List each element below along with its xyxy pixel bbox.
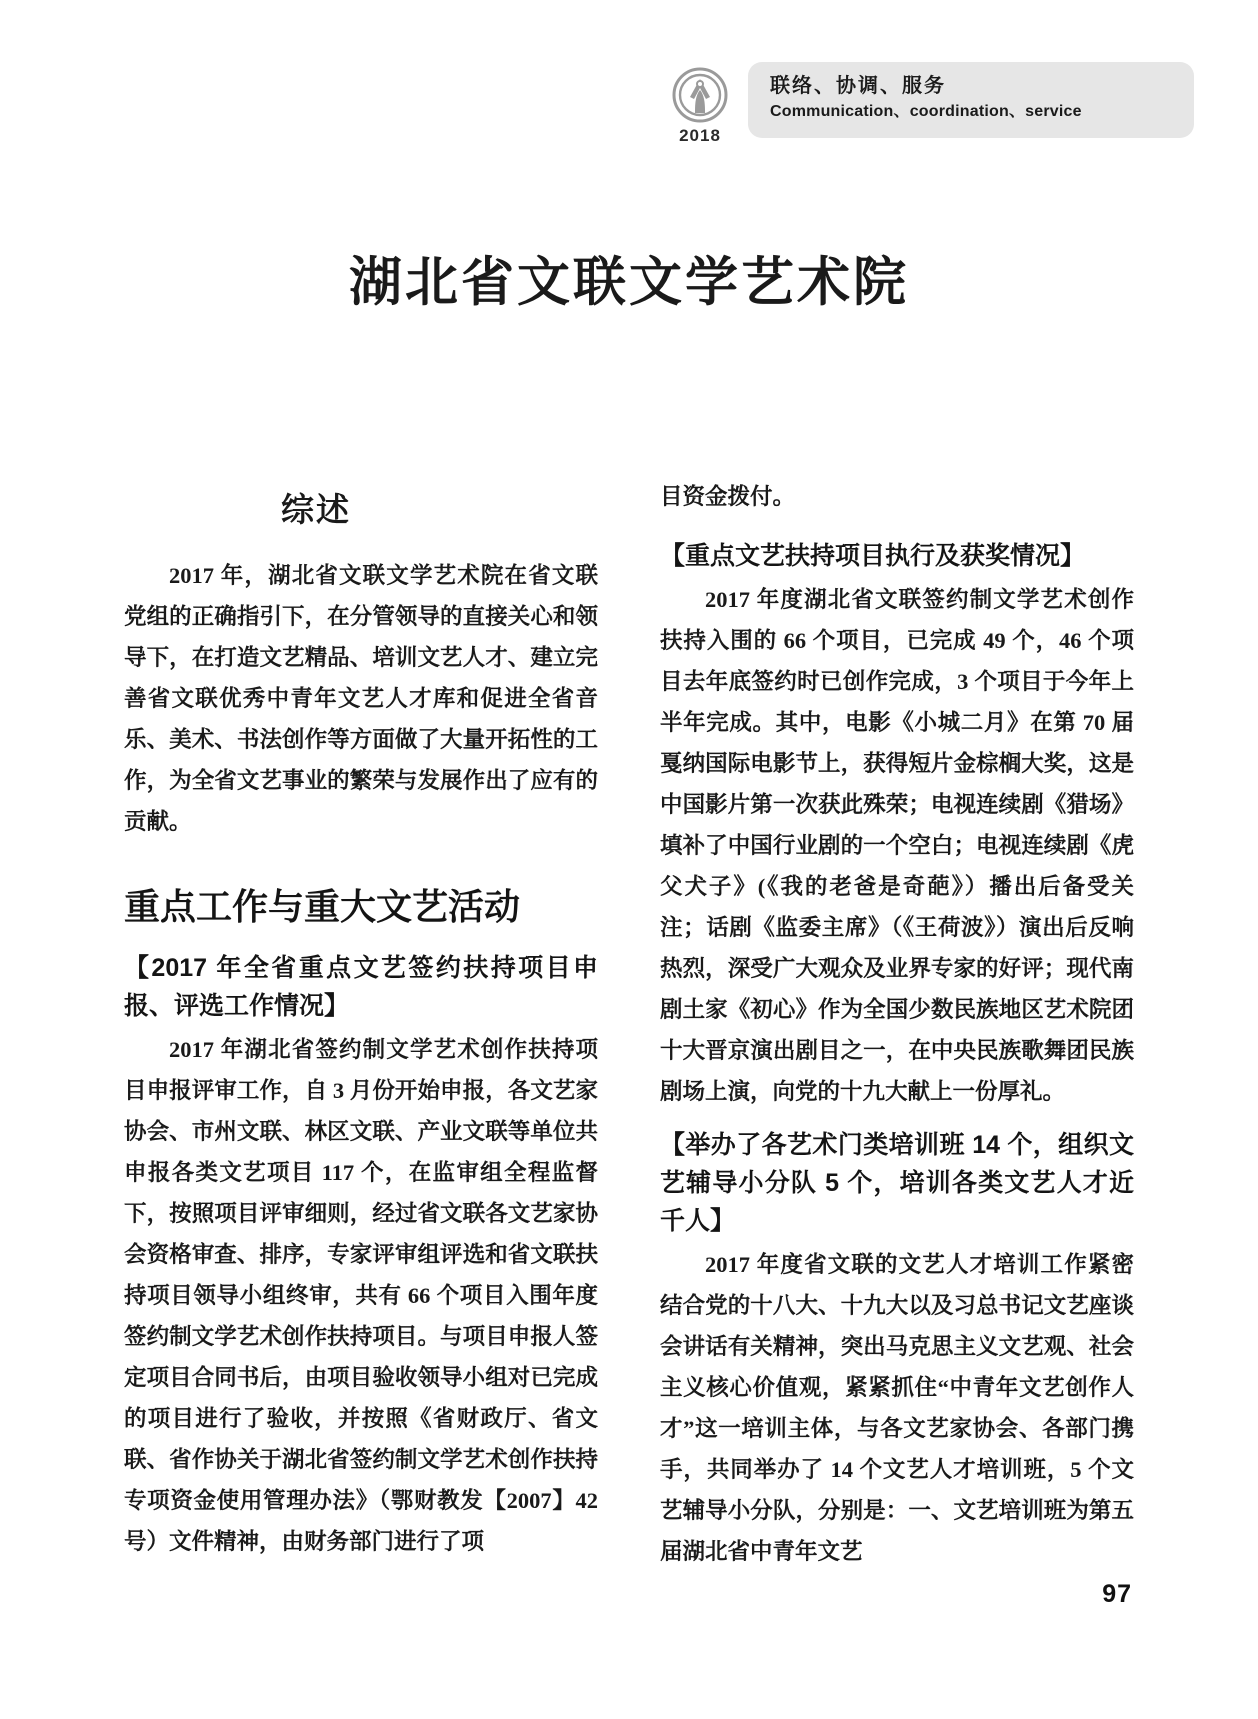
right-column [660, 476, 1134, 1606]
left-column [124, 476, 598, 1606]
header-banner-chinese: 联络、协调、服务 [770, 75, 946, 97]
overview-paragraph: 2017 年，湖北省文联文学艺术院在省文联党组的正确指引下，在分管领导的直接关心和领导下，在打造文艺精品、培训文艺人才、建立完善省文联优秀中青年文艺人才库和促进全省音乐、美术、书法创作等方面做了大量开拓性的工作，为全省文艺事业的繁荣与发展作出了应有的贡献。 [124, 563, 598, 834]
yearbook-logo [660, 62, 740, 146]
logo-year-label: 2018 [679, 126, 721, 145]
body-columns [124, 476, 1134, 1606]
header-banner-english: Communication、coordination、service [770, 103, 1082, 120]
running-header [0, 62, 1258, 158]
subsection-paragraph-signing-projects: 2017 年湖北省签约制文学艺术创作扶持项目申报评审工作，自 3 月份开始申报，各文艺家协会、市州文联、林区文联、产业文联等单位共申报各类文艺项目 117 个，在监审组全程监督下，按照项目评审细则，经过省文联各文艺家协会资格审查、排序，专家评审组评选和省文联扶持项目领导小组终审，共有 66 个项目入围年度签约制文学艺术创作扶持项目。与项目申报人签定项目合同书后，由项目验收领导小组对已完成的项目进行了验收，并按照《省财政厅、省文联、省作协关于湖北省签约制文学艺术创作扶持专项资金使用管理办法》（鄂财教发【2007】42 号）文件精神，由财务部门进行了项 [124, 1037, 598, 1554]
header-banner [748, 62, 1194, 138]
subsection-heading-training-classes: 【举办了各艺术门类培训班 14 个，组织文艺辅导小分队 5 个，培训各类文艺人才近千人】 [660, 1131, 1134, 1235]
major-work-heading: 重点工作与重大文艺活动 [124, 886, 521, 927]
continued-text: 目资金拨付。 [660, 484, 796, 509]
page-number: 97 [1102, 1580, 1132, 1608]
paragraph-training-classes: 2017 年度省文联的文艺人才培训工作紧密结合党的十八大、十九大以及习总书记文艺座谈会讲话有关精神，突出马克思主义文艺观、社会主义核心价值观，紧紧抓住“中青年文艺创作人才”这一培训主体，与各文艺家协会、各部门携手，共同举办了 14 个文艺人才培训班，5 个文艺辅导小分队，分别是：一、文艺培训班为第五届湖北省中青年文艺 [660, 1252, 1134, 1564]
overview-heading: 综述 [281, 491, 351, 528]
subsection-heading-project-execution: 【重点文艺扶持项目执行及获奖情况】 [660, 542, 1086, 570]
header-inner [660, 62, 1194, 158]
paragraph-project-execution: 2017 年度湖北省文联签约制文学艺术创作扶持入围的 66 个项目，已完成 49 个，46 个项目去年底签约时已创作完成，3 个项目于今年上半年完成。其中，电影《小城二月》在第 70 届戛纳国际电影节上，获得短片金棕榈大奖，这是中国影片第一次获此殊荣；电视连续剧《猎场》填补了中国行业剧的一个空白；电视连续剧《虎父犬子》(《我的老爸是奇葩》）播出后备受关注；话剧《监委主席》（《王荷波》）演出后反响热烈，深受广大观众及业界专家的好评；现代南剧土家《初心》作为全国少数民族地区艺术院团十大晋京演出剧目之一，在中央民族歌舞团民族剧场上演，向党的十九大献上一份厚礼。 [660, 587, 1134, 1104]
subsection-heading-signing-projects: 【2017 年全省重点文艺签约扶持项目申报、评选工作情况】 [124, 954, 598, 1020]
yearbook-emblem-icon [671, 66, 729, 124]
page-title: 湖北省文联文学艺术院 [349, 253, 909, 312]
